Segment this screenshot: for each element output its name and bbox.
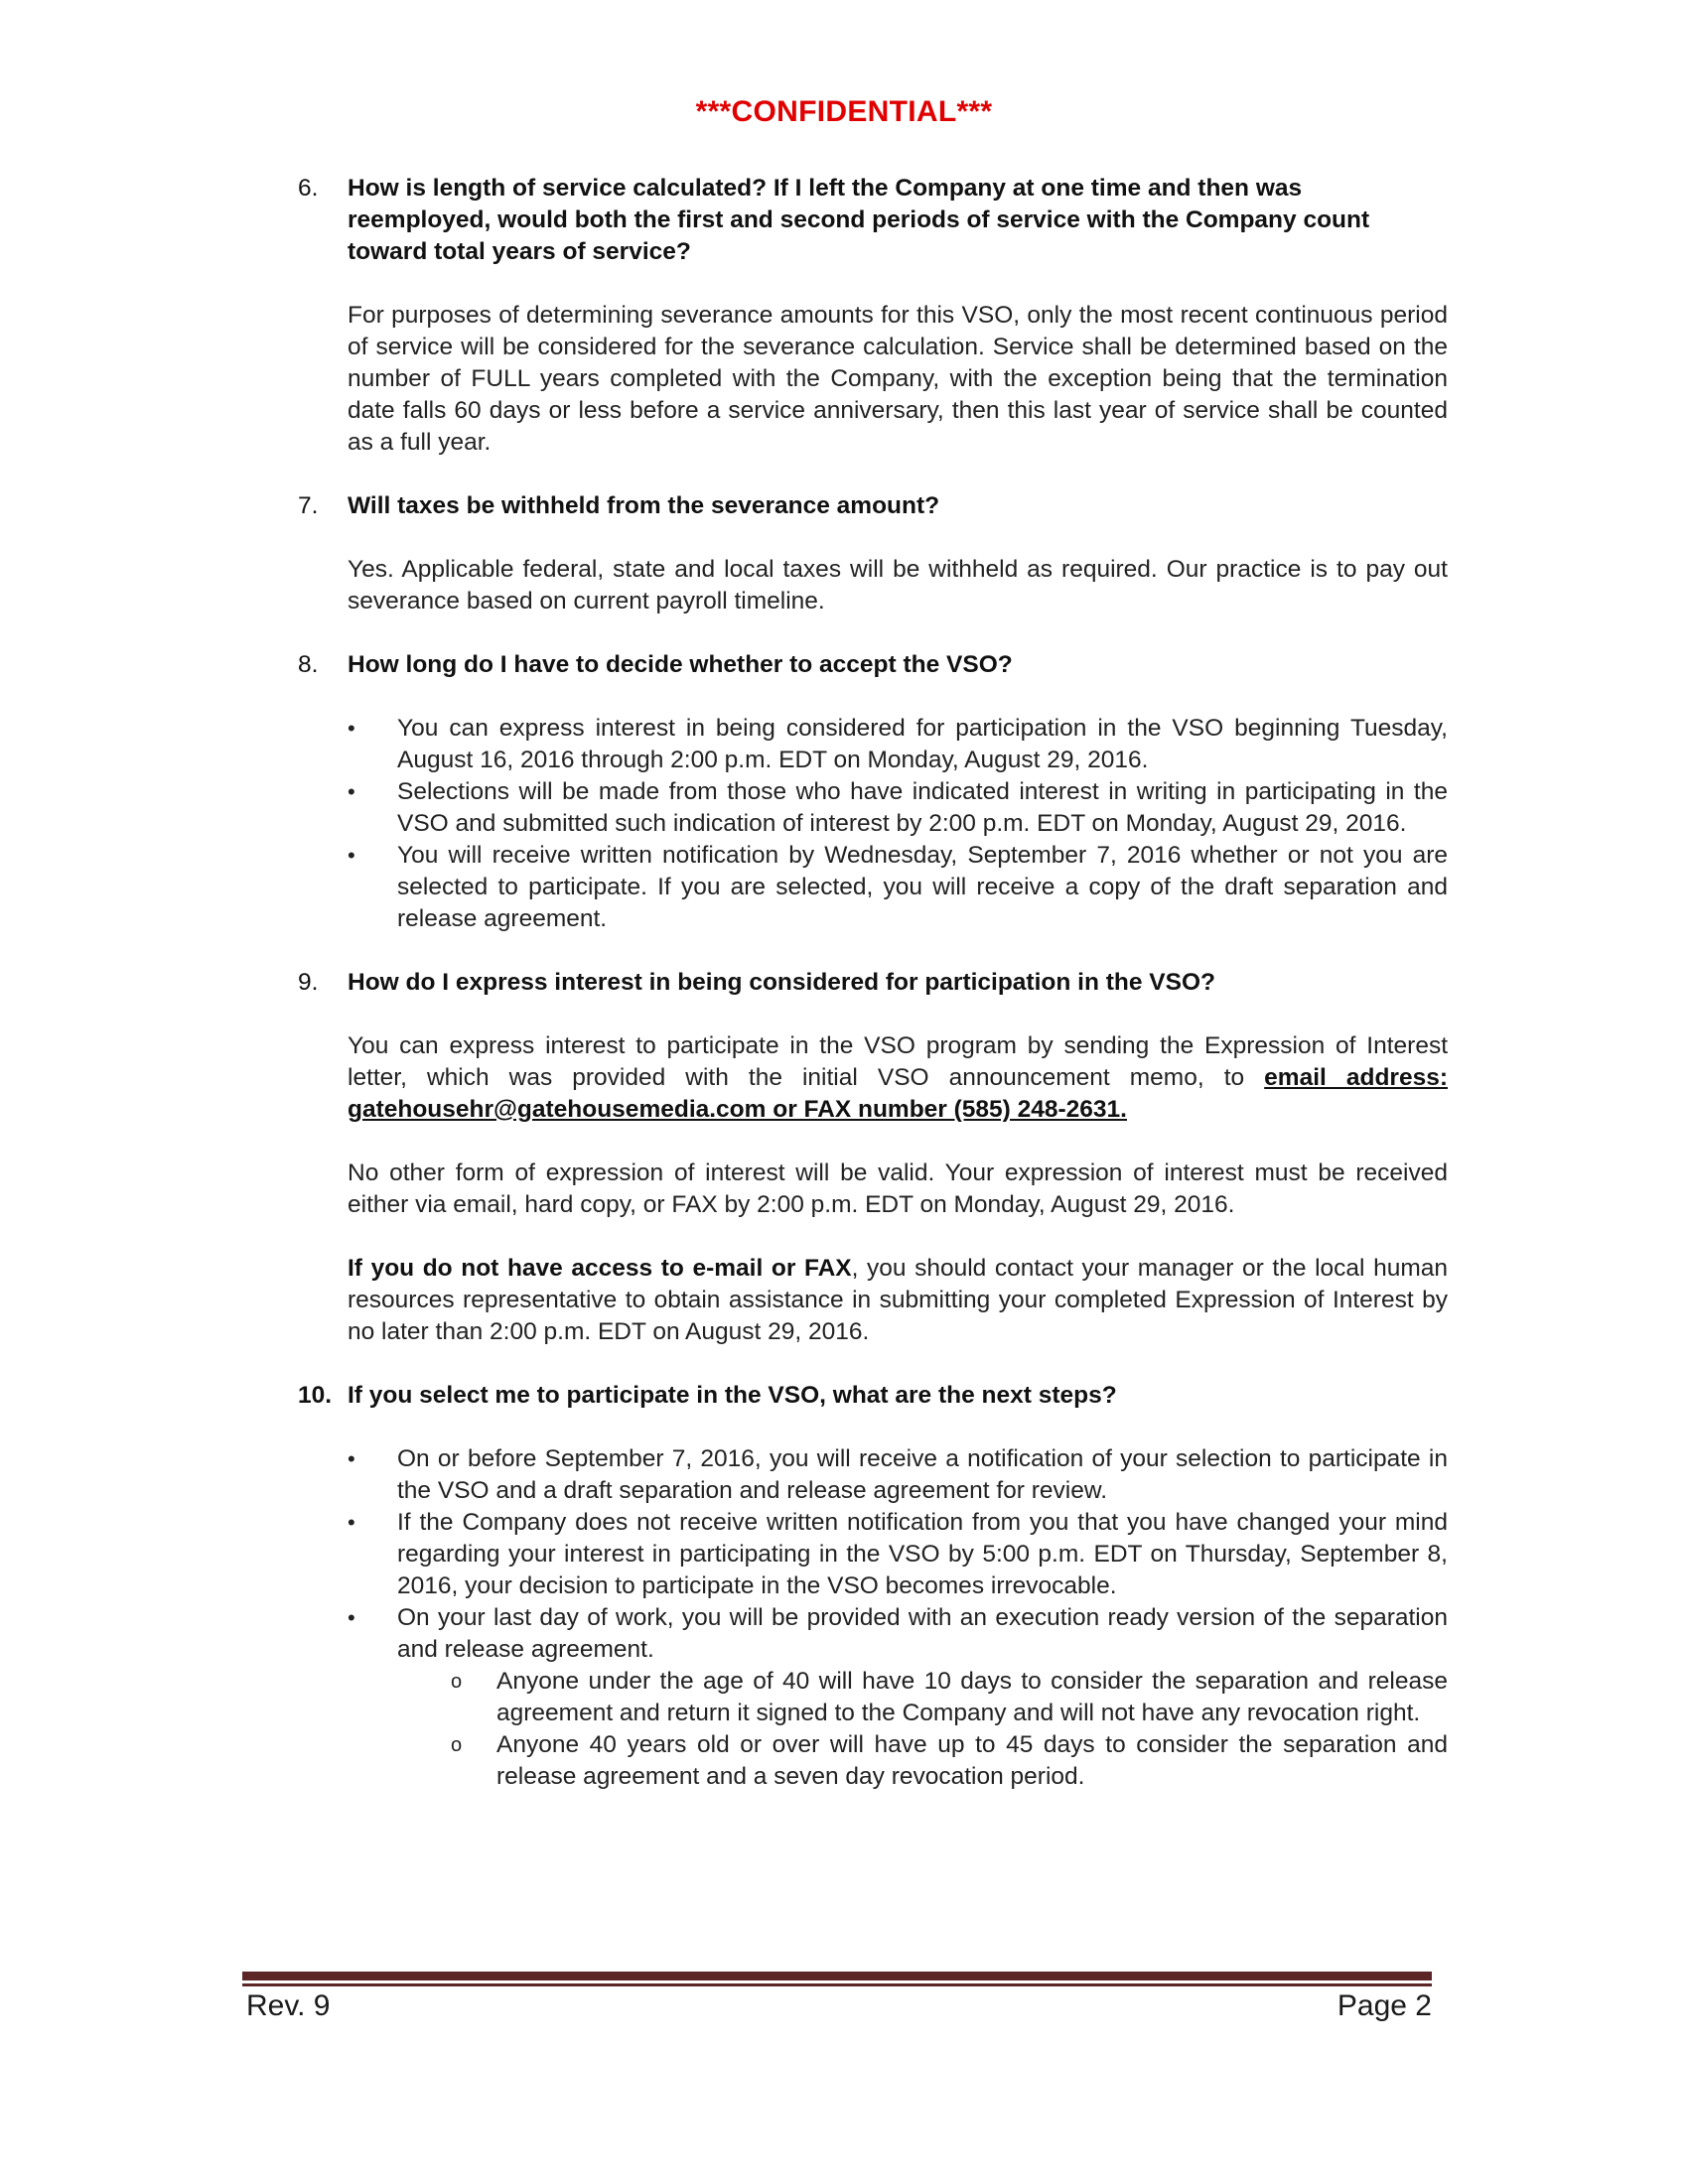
bullet-icon: •: [348, 1605, 355, 1630]
answer-9: You can express interest to participate in the VSO program by sending the Expression of Interest letter, which was provided with the initial VSO announcement memo, to email address: gatehousehr@gatehousemedia.com or FAX number (585) 248-2631.: [348, 1032, 1448, 1123]
faq-item-7: [298, 490, 1448, 617]
answer-10-sublist: [397, 1666, 1448, 1793]
answer-9-no-access: If you do not have access to e-mail or FAX, you should contact your manager or the local human resources representative to obtain assistance in submitting your completed Expression of Interest by no later than 2:00 p.m. EDT on August 29, 2016.: [348, 1255, 1448, 1345]
question-text: Will taxes be withheld from the severance amount?: [348, 492, 940, 519]
question-text: How long do I have to decide whether to accept the VSO?: [348, 651, 1013, 678]
question-10: [298, 1380, 1448, 1412]
answer-9-validity: No other form of expression of interest will be valid. Your expression of interest must be received either via email, hard copy, or FAX by 2:00 p.m. EDT on Monday, August 29, 2016.: [348, 1160, 1448, 1218]
list-item: • If the Company does not receive written notification from you that you have changed your mind regarding your interest in participating in the VSO by 5:00 p.m. EDT on Thursday, September 8, 2016, your decision to participate in the VSO becomes irrevocable.: [348, 1509, 1448, 1599]
answer-8-list: [298, 713, 1448, 935]
question-text: How is length of service calculated? If I left the Company at one time and then was reemployed, would both the first and second periods of service with the Company count toward total years of service?: [348, 175, 1370, 265]
bullet-icon: •: [348, 1446, 355, 1471]
question-6: [298, 173, 1448, 268]
faq-item-10: [298, 1380, 1448, 1793]
question-number: 6.: [298, 175, 319, 202]
revision-label: Rev. 9: [246, 1989, 331, 2022]
faq-item-9: [298, 967, 1448, 1348]
confidential-header: ***CONFIDENTIAL***: [695, 95, 993, 128]
list-item: • You can express interest in being considered for participation in the VSO beginning Tuesday, August 16, 2016 through 2:00 p.m. EDT on Monday, August 29, 2016.: [348, 715, 1448, 773]
question-text: How do I express interest in being considered for participation in the VSO?: [348, 969, 1215, 996]
bullet-icon: •: [348, 779, 355, 804]
footer-rule-thin: [242, 1983, 1432, 1986]
bullet-icon: •: [348, 1510, 355, 1535]
faq-item-8: [298, 649, 1448, 935]
bullet-icon: •: [348, 843, 355, 868]
list-item: • On your last day of work, you will be provided with an execution ready version of the separation and release agreement. o Anyone under the age of 40 will have 10 days to consider the separation and release agreement and return it signed to the Company and will not have any revocation right. o Anyone 40 years old or over will have up to 45 days to consider the separation and release agreement and a seven day revocation period.: [397, 1602, 1448, 1793]
question-9: [298, 967, 1448, 999]
question-7: [298, 490, 1448, 522]
question-number: 9.: [298, 969, 319, 996]
footer-rule-thick: [242, 1972, 1432, 1980]
answer-10-list: [298, 1443, 1448, 1793]
question-number: 7.: [298, 492, 319, 519]
sub-list-item: o Anyone 40 years old or over will have up to 45 days to consider the separation and release agreement and a seven day revocation period.: [451, 1731, 1448, 1790]
list-item: • On or before September 7, 2016, you will receive a notification of your selection to participate in the VSO and a draft separation and release agreement for review.: [348, 1445, 1448, 1504]
faq-content: [298, 173, 1448, 1825]
question-text: If you select me to participate in the VSO, what are the next steps?: [348, 1382, 1117, 1409]
faq-item-6: [298, 173, 1448, 459]
question-8: [298, 649, 1448, 681]
question-number: 10.: [298, 1382, 333, 1409]
bullet-icon: •: [348, 716, 355, 741]
no-access-emphasis: If you do not have access to e-mail or FAX: [348, 1255, 852, 1282]
list-item: • Selections will be made from those who have indicated interest in writing in participating in the VSO and submitted such indication of interest by 2:00 p.m. EDT on Monday, August 29, 2016.: [348, 778, 1448, 837]
list-item: • You will receive written notification by Wednesday, September 7, 2016 whether or not you are selected to participate. If you are selected, you will receive a copy of the draft separation and release agreement.: [348, 842, 1448, 932]
page-number: Page 2: [1336, 1989, 1432, 2022]
contact-email-fax-link[interactable]: email address: gatehousehr@gatehousemedia.com or FAX number (585) 248-2631.: [348, 1064, 1448, 1123]
answer-6: For purposes of determining severance amounts for this VSO, only the most recent continuous period of service will be considered for the severance calculation. Service shall be determined based on the number of FULL years completed with the Company, with the exception being that the termination date falls 60 days or less before a service anniversary, then this last year of service shall be counted as a full year.: [348, 302, 1448, 456]
question-number: 8.: [298, 651, 319, 678]
circle-bullet-icon: o: [451, 1671, 463, 1693]
circle-bullet-icon: o: [451, 1734, 463, 1756]
sub-list-item: o Anyone under the age of 40 will have 10 days to consider the separation and release agreement and return it signed to the Company and will not have any revocation right.: [451, 1668, 1448, 1726]
answer-7: Yes. Applicable federal, state and local taxes will be withheld as required. Our practice is to pay out severance based on current payroll timeline.: [348, 556, 1448, 614]
